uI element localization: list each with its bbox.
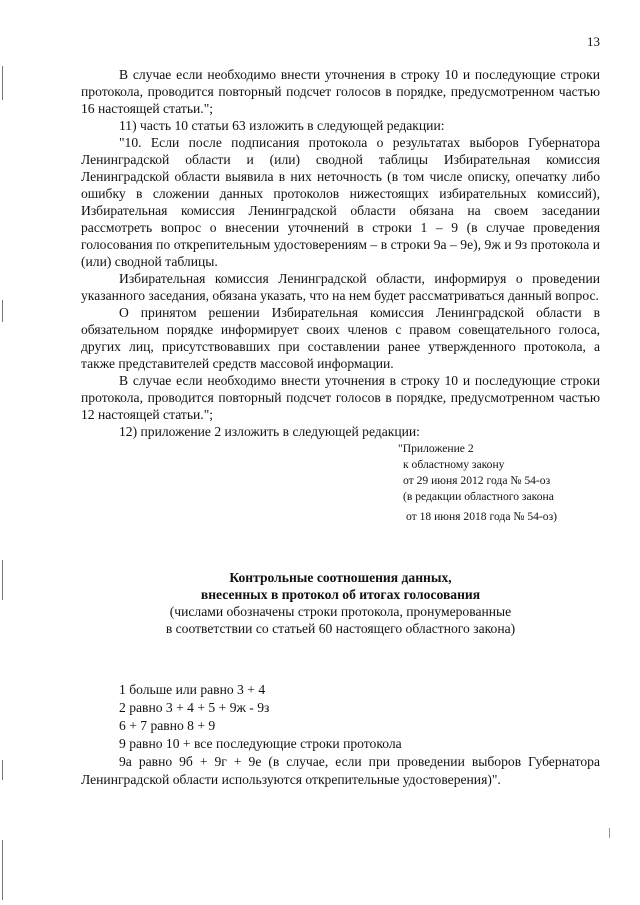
paragraph: 11) часть 10 статьи 63 изложить в следующей редакции: [119,118,445,133]
scan-mark [609,828,610,838]
appendix-note-line: к областному закону [403,458,505,471]
appendix-note-line: (в редакции областного закона [403,490,554,503]
paragraph: "10. Если после подписания протокола о результатах выборов Губернатора Ленинградской области и (или) сводной таблицы Избирательная комиссия Ленинградской области выявила в них неточность (в том числе описку, опечатку либо ошибку в сложении данных протоколов нижестоящих избирательных комиссий), Избирательная комиссия Ленинградской области обязана на своем заседании рассмотреть вопрос о внесении уточнений в строки 1 – 9 (в случае проведения голосования по открепительным удостоверениям – в строки 9а – 9е), 9ж и 9з протокола и (или) сводной таблицы. [81,135,600,269]
document-body [81,66,600,789]
title-line: внесенных в протокол об итогах голосования [200,587,481,602]
scan-margin-line [2,760,3,780]
scan-margin-line [2,300,3,322]
formula-line: 1 больше или равно 3 + 4 [119,682,266,697]
scan-margin-line [2,840,3,900]
paragraph: О принятом решении Избирательная комиссия Ленинградской области в обязательном порядке информирует своих членов с правом совещательного голоса, других лиц, присутствовавших при составлении ранее утвержденного протокола, а также представителей средств массовой информации. [81,305,600,371]
page-number: 13 [587,34,600,49]
paragraph: В случае если необходимо внести уточнения в строку 10 и последующие строки протокола, проводится повторный подсчет голосов в порядке, предусмотренном частью 12 настоящей статьи."; [81,373,600,422]
paragraph: 12) приложение 2 изложить в следующей редакции: [119,424,420,439]
formula-line: 9а равно 9б + 9г + 9е (в случае, если при проведении выборов Губернатора Ленинградской области используются открепительные удостоверения)". [81,754,600,787]
subtitle-line: в соответствии со статьей 60 настоящего областного закона) [165,621,516,636]
appendix-note-line: от 29 июня 2012 года № 54-оз [403,474,551,487]
formula-list [81,681,600,789]
scan-margin-line [2,66,3,100]
subtitle-line: (числами обозначены строки протокола, пронумерованные [169,604,512,619]
appendix-note [398,441,600,525]
formula-line: 6 + 7 равно 8 + 9 [119,718,216,733]
paragraph: Избирательная комиссия Ленинградской области, информируя о проведении указанного заседания, обязана указать, что на нем будет рассматриваться данный вопрос. [81,271,600,303]
paragraph: В случае если необходимо внести уточнения в строку 10 и последующие строки протокола, проводится повторный подсчет голосов в порядке, предусмотренном частью 16 настоящей статьи."; [81,67,600,116]
scan-margin-line [2,560,3,600]
section-title [81,569,600,637]
appendix-note-line: "Приложение 2 [398,442,474,455]
formula-line: 9 равно 10 + все последующие строки протокола [119,736,402,751]
title-line: Контрольные соотношения данных, [229,570,452,585]
appendix-note-line: от 18 июня 2018 года № 54-оз) [406,510,558,523]
formula-line: 2 равно 3 + 4 + 5 + 9ж - 9з [119,700,270,715]
